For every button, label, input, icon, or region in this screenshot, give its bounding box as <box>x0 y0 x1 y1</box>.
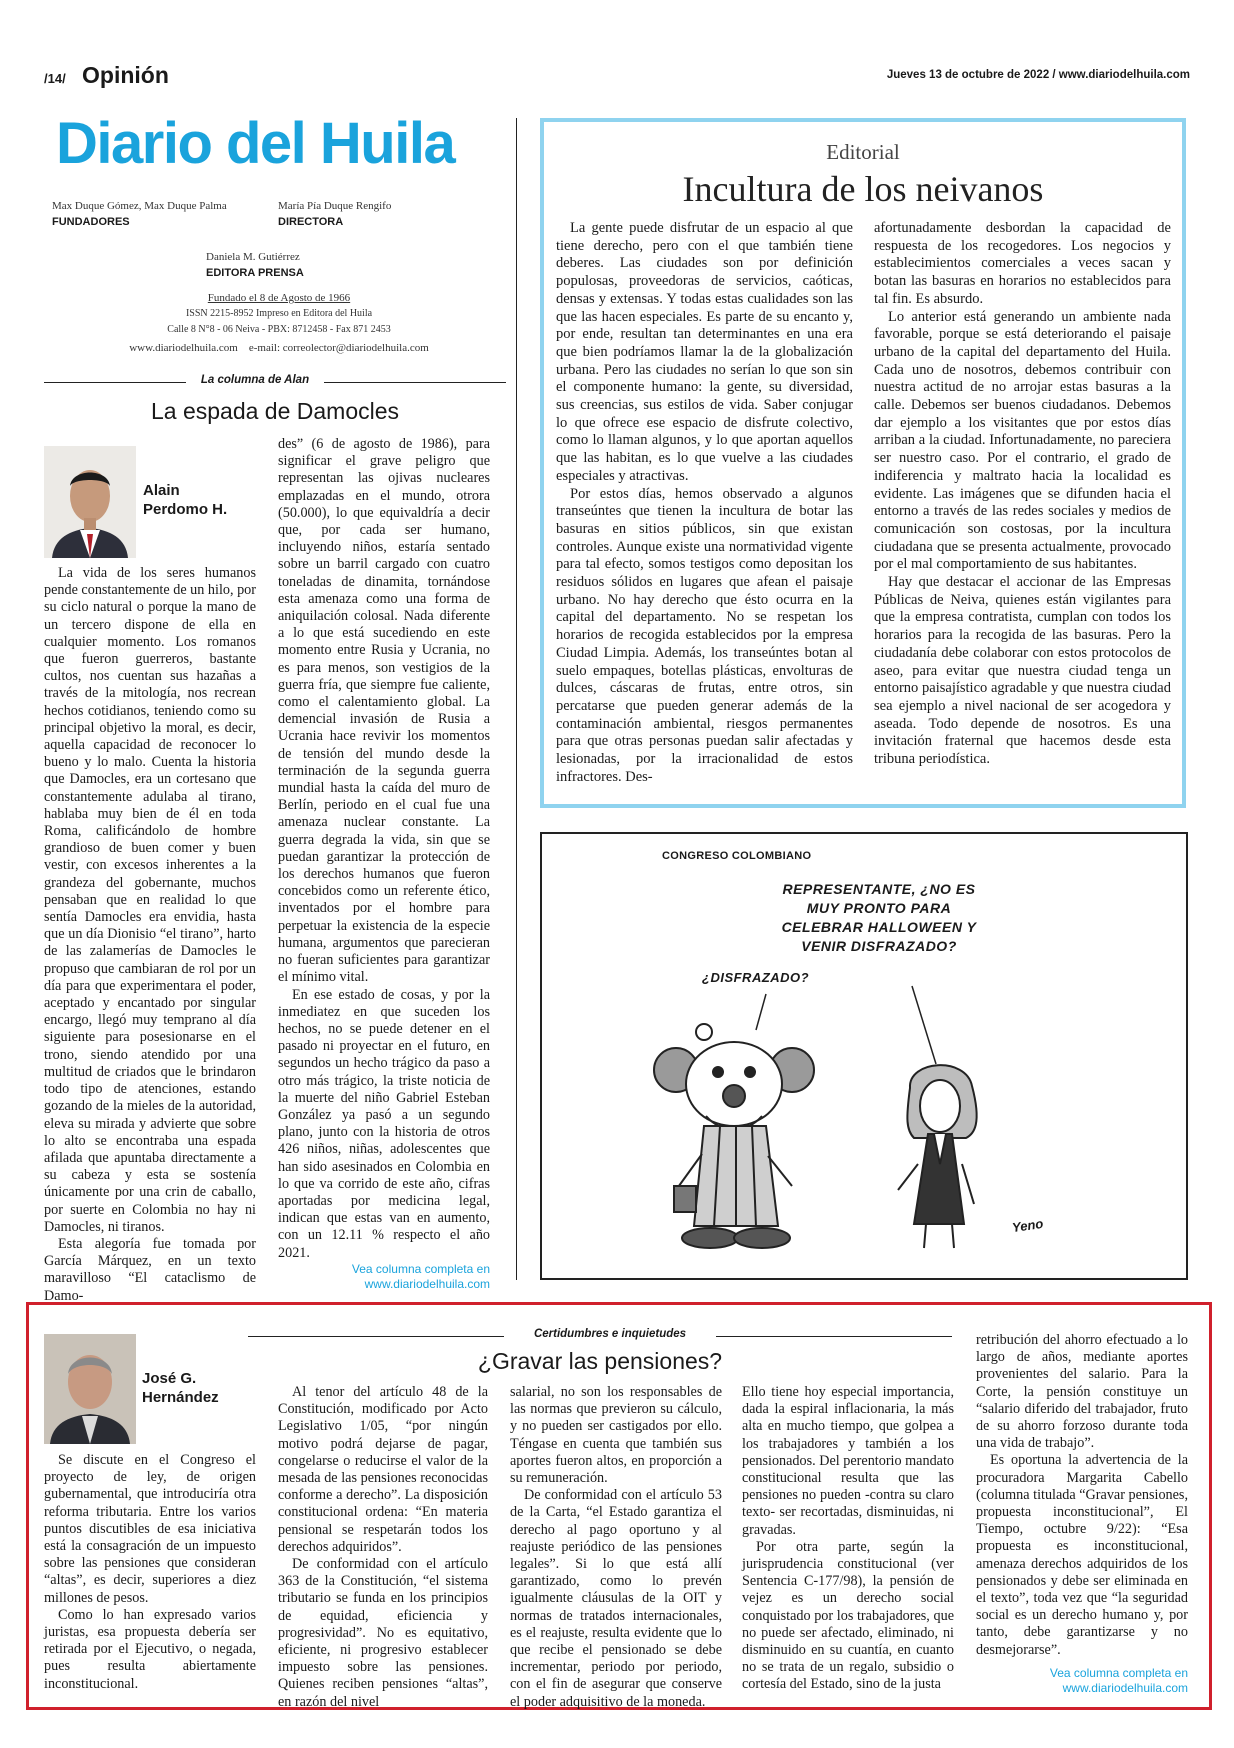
editorial-column-2 <box>874 220 1171 769</box>
contact-line: www.diariodelhuila.com e-mail: correolector@diariodelhuila.com <box>129 342 429 354</box>
page-number: /14/ <box>44 71 66 86</box>
alan-col1-paragraph: Esta alegoría fue tomada por García Márquez, en un texto maravilloso “El cataclismo de Damo- <box>44 1235 256 1304</box>
jose-kicker-rule-left <box>248 1336 504 1337</box>
editor-name: Daniela M. Gutiérrez <box>206 251 300 263</box>
cartoon-signature: Yeno <box>1011 1215 1045 1236</box>
jose-more-link[interactable]: Vea columna completa en www.diariodelhuila.com <box>1049 1666 1188 1695</box>
jose-col4-paragraph: Por otra parte, según la jurisprudencia constitucional (ver Sentencia C-177/98), la pensión de vejez es un derecho social conquistado por los trabajadores, que no puede ser afectado, eliminado, ni disminuido en su cuantía, en cuanto no se trata de un regalo, subsidio o cortesía del Estado, sino de la justa <box>742 1538 954 1693</box>
alan-author-last: Perdomo H. <box>143 501 228 518</box>
jose-column-2 <box>278 1384 488 1711</box>
vertical-divider <box>516 118 517 1280</box>
alan-headline: La espada de Damocles <box>150 398 400 424</box>
jose-col3-paragraph: De conformidad con el artículo 53 de la Carta, “el Estado garantiza el derecho al pago oportuno y al reajuste periódico de las pensiones legales”. Si lo que está allí garantizado, como lo prevén igualmente cláusulas de la OIT y normas de tratados internacionales, es el reajuste, resulta evidente que lo que recibe el pensionado se debe incrementar, periodo por periodo, con el fin de asegurar que conserve el poder adquisitivo de la moneda. <box>510 1487 722 1710</box>
jose-author-first: José G. <box>142 1370 197 1387</box>
alan-column-2 <box>278 436 490 1262</box>
jose-col1-paragraph: Como lo han expresado varios juristas, esa propuesta debería ser retirada por el Ejecutivo, o negada, pues resulta abiertamente inconstitucional. <box>44 1606 256 1692</box>
alan-kicker-rule-right <box>324 382 506 383</box>
jose-col5-paragraph: retribución del ahorro efectuado a lo largo de años, mediante aportes provenientes del salario. Para la Corte, la pensión constituye un “salario diferido del trabajador, fruto de su ahorro forzoso durante toda una vida de trabajo”. <box>976 1332 1188 1452</box>
jose-kicker-rule-right <box>716 1336 952 1337</box>
jose-col4-paragraph: Ello tiene hoy especial importancia, dada la espiral inflacionaria, la más alta en mucho tiempo, que golpea a los trabajadores y también a los pensionados. Del perentorio mandato constitucional resulta que las pensiones no pueden -contra su claro texto- ser recortadas, disminuidas, ni gravadas. <box>742 1384 954 1538</box>
editorial-kicker: Editorial <box>826 140 900 164</box>
alan-column-1 <box>44 565 256 1305</box>
address-line: Calle 8 N°8 - 06 Neiva - PBX: 8712458 - Fax 871 2453 <box>167 324 391 335</box>
page-header <box>44 62 1190 92</box>
masthead <box>44 112 514 362</box>
founders-names: Max Duque Gómez, Max Duque Palma <box>52 200 227 212</box>
alan-kicker-rule-left <box>44 382 186 383</box>
editorial-box <box>540 118 1186 808</box>
section-name: Opinión <box>82 62 169 88</box>
editorial-column-1 <box>556 220 853 787</box>
director-name: María Pía Duque Rengifo <box>278 200 392 212</box>
cartoon-header: CONGRESO COLOMBIANO <box>662 850 812 862</box>
masthead-title: Diario del Huila <box>56 111 455 176</box>
jose-author-last: Hernández <box>142 1389 219 1406</box>
cartoon-bubble-small: ¿DISFRAZADO? <box>702 970 810 985</box>
editorial-col1-paragraph: Por estos días, hemos observado a algunos transeúntes que tienen la incultura de botar las basuras en sitios públicos, sin que existan controles. Aunque existe una normatividad vigente para tal efecto, somos testigos como depositan los residuos sólidos en lugares que afean el paisaje urbano. No hay derecho que ésto ocurra en la capital del departamento. No se respetan los horarios de recogida establecidos por la empresa Ciudad Limpia. Además, los transeúntes botan al suelo empaques, botellas plásticas, envolturas de dulces, cáscaras de frutas, entre otros, sin percatarse que pueden generar además de la contaminación ambiental, riesgos permanentes para que otras personas puedan salir afectadas y lesionadas, por la irracionalidad de estos infractores. Des- <box>556 485 853 785</box>
editorial-col2-paragraph: afortunadamente desbordan la capacidad de respuesta de los recogedores. Los negocios y establecimientos comerciales a veces sacan y botan las basuras en horarios no establecidos para tal fin. Es absurdo. <box>874 220 1171 307</box>
director-role: DIRECTORA <box>278 216 344 228</box>
editorial-col1-paragraph: La gente puede disfrutar de un espacio al que tiene derecho, pero con el que también tiene deberes. Las ciudades son por definición populosas, proveedoras de servicios, caóticas, densas y extensas. Y todas estas cualidades son las que las hacen especiales. Es parte de su encanto y, por ende, resultan tan determinantes en una era que bien podríamos llamar la de la globalización urbana. Pero las ciudades no serían lo que son sin el componente humano: la gente, su diversidad, sus creencias, sus estilos de vida. Saber conjugar lo que ofrece ese espacio de disfrute colectivo, como lo llaman algunos, y lo que aportan aquellos que las habitan, es lo que vuelve a las ciudades especiales y atractivas. <box>556 220 853 484</box>
jose-col1-paragraph: Se discute en el Congreso el proyecto de ley, de origen gubernamental, que introduciría otra reforma tributaria. Entre los varios puntos discutibles de esa iniciativa está la consagración de un impuesto sobre las pensiones que consideran “altas”, es decir, superiores a diez millones de pesos. <box>44 1452 256 1606</box>
reporter-figure <box>898 1065 977 1248</box>
jose-column-4 <box>742 1384 954 1694</box>
jose-column-1 <box>44 1452 256 1693</box>
jose-col2-paragraph: De conformidad con el artículo 363 de la Constitución, “el sistema tributario se funda en los principios de equidad, eficiencia y progresividad”. No es equitativo, eficiente, ni progresivo establecer impuesto sobre las pensiones. Quienes reciben pensiones “altas”, en razón del nivel <box>278 1556 488 1710</box>
jose-col3-paragraph: salarial, no son los responsables de las normas que previeron su cálculo, y no pueden ser castigados por ello. Téngase en cuenta que también sus aportes fueron altos, en proporción a su remuneración. <box>510 1384 722 1487</box>
alan-kicker: La columna de Alan <box>200 374 310 386</box>
jose-col2-paragraph: Al tenor del artículo 48 de la Constitución, modificado por Acto Legislativo 1/05, “por ningún motivo podrá dejarse de pagar, congelarse o reducirse el valor de la mesada de las pensiones reconocidas conforme a derecho”. La disposición constitucional ordena: “En materia pensional se respetarán todos los derechos adquiridos”. <box>278 1384 488 1555</box>
jose-headline: ¿Gravar las pensiones? <box>477 1348 723 1374</box>
issn-line: ISSN 2215-8952 Impreso en Editora del Huila <box>185 308 373 319</box>
editorial-col2-paragraph: Hay que destacar el accionar de las Empresas Públicas de Neiva, quienes están vigilantes para que la empresa contratista, cumplan con todos los horarios para la recogida de las basuras. Pero la ciudadanía debe colaborar con estos protocolos de aseo, para evitar que nuestra ciudad tenga un entorno paisajístico agradable y que nuestra ciudad sea ejemplo a nivel nacional de ser acogedora y aseada. Todo depende de nosotros. Es una invitación fraternal que hacemos desde esta tribuna periodística. <box>874 574 1171 768</box>
alan-col2-paragraph: En ese estado de cosas, y por la inmediatez en que suceden los hechos, no se puede detener en el pasado ni proyectar en el futuro, en segundos un hecho trágico da paso a otro más trágico, la triste noticia de la muerte del niño Gabriel Esteban González ya pasó a un segundo plano, junto con la historia de otros 426 niños, niñas, adolescentes que han sido asesinados en Colombia en lo que va corrido de este año, cifras aportadas por medicina legal, indican que estas van en aumento, con un 12.11 % respecto el año 2021. <box>278 986 490 1261</box>
editorial-headline: Incultura de los neivanos <box>682 169 1044 209</box>
clown-figure <box>654 1024 814 1248</box>
jose-photo <box>44 1334 136 1444</box>
founders-role: FUNDADORES <box>52 216 130 228</box>
header-date-site: Jueves 13 de octubre de 2022 / www.diariodelhuila.com <box>886 69 1190 81</box>
alan-more-link[interactable]: Vea columna completa en www.diariodelhuila.com <box>351 1262 490 1291</box>
jose-column-3 <box>510 1384 722 1711</box>
alan-author-first: Alain <box>143 482 180 499</box>
jose-kicker: Certidumbres e inquietudes <box>533 1328 687 1340</box>
alan-col2-paragraph: des” (6 de agosto de 1986), para significar el grave peligro que representan las ojivas nucleares emplazadas en el mundo, otrora (50.000), lo que equivaldría a decir que, por cada ser humano, incluyendo niños, estaría sentado sobre un barril cargado con cuatro toneladas de dinamita, tornándose esta amenaza como una forma de aniquilación colosal. Nada diferente a lo que está sucediendo en este momento entre Rusia y Ucrania, no es para menos, son vestigios de la guerra fría, que siempre fue caliente, como el calentamiento global. La demencial invasión de Rusia a Ucrania hace revivir los momentos de tensión del mundo desde la terminación de la segunda guerra mundial hasta la caída del muro de Berlín, periodo en el cual fue una amenaza nuclear constante. La guerra degrada la vida, sin que se puedan garantizar la protección de los derechos humanos que fueron concebidos como un referente ético, inventados por el hombre para perpetuar la existencia de la especie humana, argumentos que parecieran no fueran suficientes para garantizar el mínimo vital. <box>278 436 490 986</box>
jose-col5-paragraph: Es oportuna la advertencia de la procuradora Margarita Cabello (columna titulada “Gravar pensiones, propuesta inconstitucional”, El Tiempo, octubre 9/22): “Esa propuesta es inconstitucional, amenaza derechos adquiridos de los pensionados y debe ser eliminada en el texto”, toda vez que “la seguridad social es un derecho humano y, por tanto, debe garantizarse y no desmejorarse”. <box>976 1452 1188 1658</box>
editorial-col2-paragraph: Lo anterior está generando un ambiente nada favorable, porque se está deteriorando el paisaje urbano de la capital del departamento del Huila. Cada uno de nosotros, debemos contribuir con nuestra actitud de no arrojar estas basuras a la calle. Debemos ser buenos ciudadanos. Debemos dar ejemplo a los visitantes que por estos días arriban a la ciudad. Infortunadamente, no pareciera ser nuestro caso. Por el contrario, el grado de indiferencia y maltrato hacia la localidad es evidente. Las imágenes que se difunden hacia el entorno a través de las redes sociales y medios de comunicación son costosas, por la incultura ciudadana que se presenta actualmente, provocado por el mal comportamiento de sus habitantes. <box>874 308 1171 573</box>
founded-date: Fundado el 8 de Agosto de 1966 <box>207 292 351 304</box>
cartoon-frame <box>540 832 1188 1280</box>
cartoon-illustration <box>542 834 1186 1278</box>
jose-column-5 <box>976 1332 1188 1659</box>
cartoon-bubble-big: REPRESENTANTE, ¿NO ES MUY PRONTO PARA CELEBRAR HALLOWEEN Y VENIR DISFRAZADO? <box>781 881 977 954</box>
alan-col1-paragraph: La vida de los seres humanos pende constantemente de un hilo, por su ciclo natural o porque la mano de un tercero dispone de ella en cualquier momento. Los romanos que fueron guerreros, bastante cultos, nos cuentan sus hazañas a través de la mitología, nos recrean hechos cotidianos, teniendo como su principal objetivo la moral, es decir, aquella capacidad de reconocer lo bueno y lo malo. Cuenta la historia que Damocles, era un cortesano que constantemente adulaba al tirano, hablaba muy bien de él en toda Roma, calificándolo de hombre grandioso de buen comer y buen vestir, con excesos inherentes a la grandeza del gobernante, muchos pensaban que en realidad lo que sentía Damocles era envidia, hasta que un día Dionisio “el tirano”, harto de las zalamerías de Damocles le propuso que cambiaran de rol por un día para que experimentara el poder, aceptado y encantado por singular encargo, llegó muy temprano al día siguiente para posesionarse en el trono, siendo atendido por una multitud de criados que le brindaron todo tipo de atenciones, estando gozando de la mieles de la autoridad, eleva su mirada y advierte que sobre lo alto se encontraba una espada afilada que apuntaba directamente a su cabeza y esta se sostenía únicamente por una crin de caballo, por suerte en Colombia no hay ni Damocles, ni tiranos. <box>44 565 256 1235</box>
editor-role: EDITORA PRENSA <box>206 267 304 279</box>
alan-photo <box>44 446 136 558</box>
